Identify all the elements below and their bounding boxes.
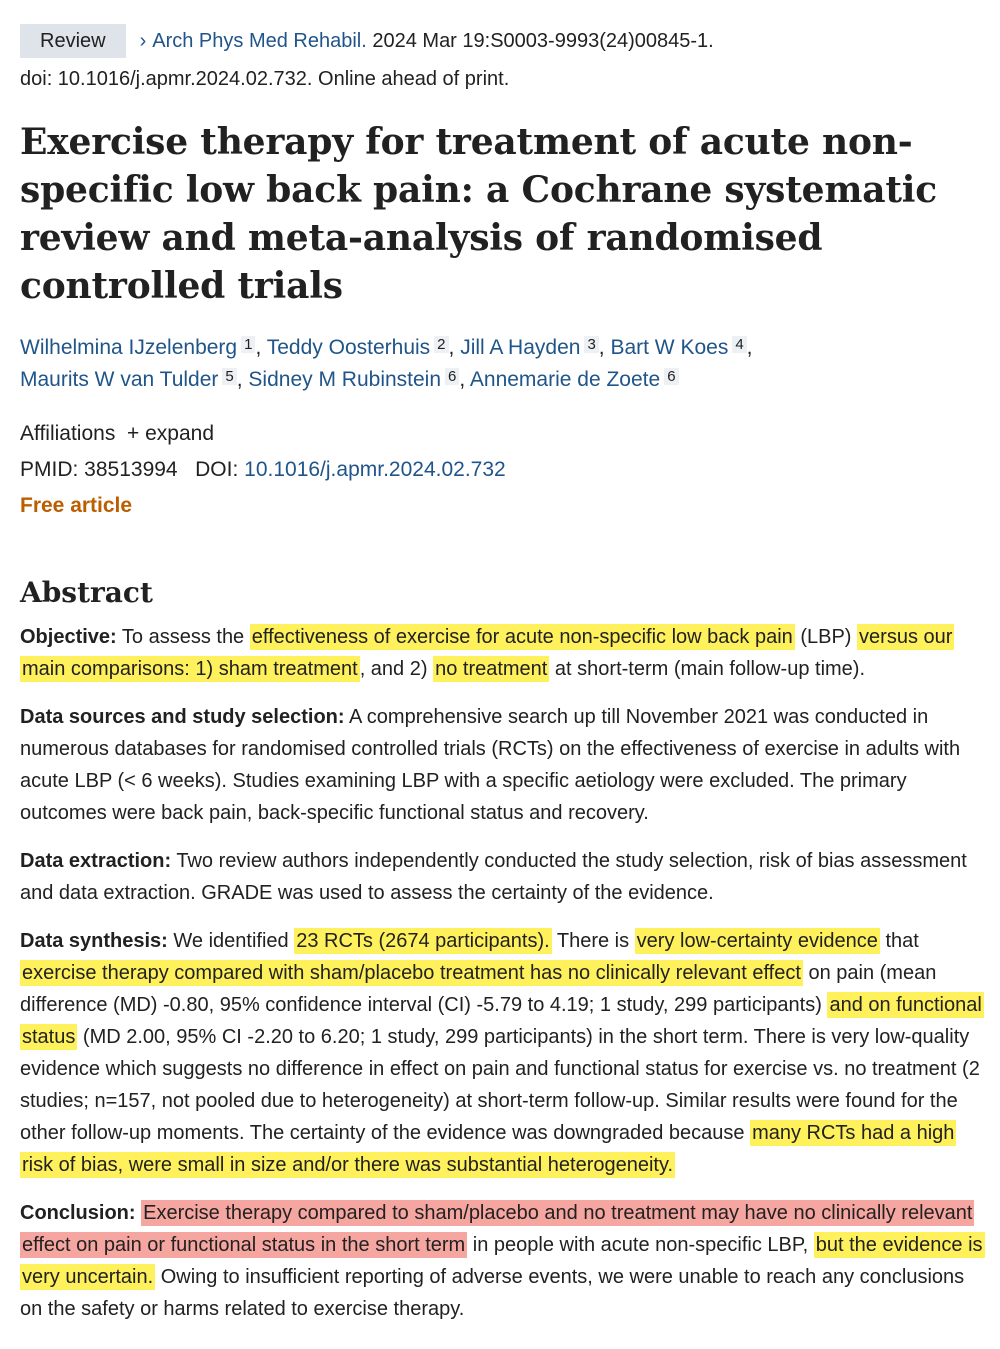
affiliation-number[interactable]: 2 [434, 336, 448, 353]
text-span: We identified [167, 930, 295, 952]
text-span: Owing to insufficient reporting of adverse events, we were unable to reach any conclusions on the safety or harms related to exercise therapy. [20, 1266, 965, 1320]
affiliation-number[interactable]: 4 [732, 336, 746, 353]
text-span: To assess the [116, 626, 250, 648]
affiliations-label: Affiliations [20, 422, 116, 445]
author-link[interactable]: Maurits W van Tulder [20, 368, 219, 391]
article [20, 22, 985, 1341]
journal-link[interactable]: Arch Phys Med Rehabil. [152, 30, 367, 52]
citation-line [20, 22, 985, 60]
highlight: but the evidence is very uncertain. [22, 1234, 983, 1288]
affiliations-row [20, 416, 985, 452]
highlight: exercise therapy compared with sham/placebo treatment has no clinically relevant effect [22, 962, 801, 984]
author-link[interactable]: Sidney M Rubinstein [248, 368, 442, 391]
doi-line: doi: 10.1016/j.apmr.2024.02.732. Online ahead of print. [20, 68, 510, 90]
section-label: Objective: [20, 626, 117, 648]
section-label: Data extraction: [20, 850, 172, 872]
abstract-objective [20, 621, 985, 685]
highlight: no treatment [435, 658, 548, 680]
author-link[interactable]: Jill A Hayden [460, 336, 581, 359]
doi-link[interactable]: 10.1016/j.apmr.2024.02.732 [244, 458, 506, 481]
identifiers-row [20, 452, 985, 488]
abstract-conclusion [20, 1197, 985, 1325]
highlight: versus our main comparisons: 1) sham treatment [22, 626, 953, 680]
article-meta [20, 416, 985, 524]
text-span: A comprehensive search up till November 2021 was conducted in numerous databases for randomised controlled trials (RCTs) on the effectiveness of exercise in adults with acute LBP (< 6 weeks). Studies examining LBP with a specific aetiology were excluded. The primary outcomes were back pain, back-specific functional status and recovery. [20, 706, 961, 824]
highlight-red: Exercise therapy compared to sham/placebo and no treatment may have no clinically relevant effect on pain or functional status in the short term [22, 1202, 973, 1256]
highlight: many RCTs had a high risk of bias, were small in size and/or there was substantial heterogeneity. [22, 1122, 955, 1176]
free-article-label[interactable]: Free article [20, 494, 133, 517]
abstract-data-synthesis [20, 925, 985, 1181]
highlight: very low-certainty evidence [636, 930, 878, 952]
chevron-right-icon: › [139, 30, 147, 52]
abstract-data-sources [20, 701, 985, 829]
review-badge: Review [20, 24, 126, 58]
affiliation-number[interactable]: 1 [241, 336, 255, 353]
article-title: Exercise therapy for treatment of acute non-specific low back pain: a Cochrane systematic review and meta-analysis of randomised controlled trials [20, 121, 937, 307]
highlight: effectiveness of exercise for acute non-specific low back pain [251, 626, 793, 648]
affiliation-number[interactable]: 6 [664, 368, 678, 385]
text-span: at short-term (main follow-up time). [549, 658, 866, 680]
text-span: There is [551, 930, 635, 952]
doi-label: DOI: [195, 458, 245, 481]
abstract-heading: Abstract [20, 576, 153, 609]
text-span: (LBP) [794, 626, 858, 648]
text-span: that [879, 930, 919, 952]
text-span: (MD 2.00, 95% CI -2.20 to 6.20; 1 study, 299 participants) in the short term. There is very low-quality evidence which suggests no difference in effect on pain and functional status for exercise vs. no treatment (2 studies; n=157, not pooled due to heterogeneity) at short-term follow-up. Similar results were found for the other follow-up moments. The certainty of the evidence was downgraded because [20, 1026, 980, 1144]
section-label: Data synthesis: [20, 930, 168, 952]
abstract-data-extraction [20, 845, 985, 909]
affiliation-number[interactable]: 3 [584, 336, 598, 353]
author-link[interactable]: Annemarie de Zoete [469, 368, 661, 391]
expand-affiliations-button[interactable]: + expand [127, 422, 215, 445]
affiliation-number[interactable]: 5 [222, 368, 236, 385]
author-link[interactable]: Bart W Koes [610, 336, 729, 359]
text-span: Two review authors independently conducted the study selection, risk of bias assessment and data extraction. GRADE was used to assess the certainty of the evidence. [20, 850, 967, 904]
pmid-label: PMID: [20, 458, 85, 481]
pmid-value: 38513994 [84, 458, 178, 481]
text-span: on pain (mean difference (MD) -0.80, 95% confidence interval (CI) -5.79 to 4.19; 1 study, 299 participants) [20, 962, 937, 1016]
citation-date: 2024 Mar 19:S0003-9993(24)00845-1. [366, 30, 714, 52]
author-list: Wilhelmina IJzelenberg $^1$ , Teddy Oosterhuis $^2$ , Jill A Hayden $^3$ , Bart W Koes $^4$ , Maurits W van Tulder $^5$ , Sidney M Rubinstein $^6$ , Annemarie de Zoete $^6$ [20, 336, 753, 391]
text-span: , and 2) [359, 658, 434, 680]
affiliation-number[interactable]: 6 [445, 368, 459, 385]
section-label: Data sources and study selection: [20, 706, 345, 728]
text-span: in people with acute non-specific LBP, [467, 1234, 814, 1256]
highlight: and on functional status [22, 994, 982, 1048]
highlight: 23 RCTs (2674 participants). [296, 930, 550, 952]
section-label: Conclusion: [20, 1202, 136, 1224]
author-link[interactable]: Wilhelmina IJzelenberg [20, 336, 238, 359]
author-link[interactable]: Teddy Oosterhuis [266, 336, 431, 359]
